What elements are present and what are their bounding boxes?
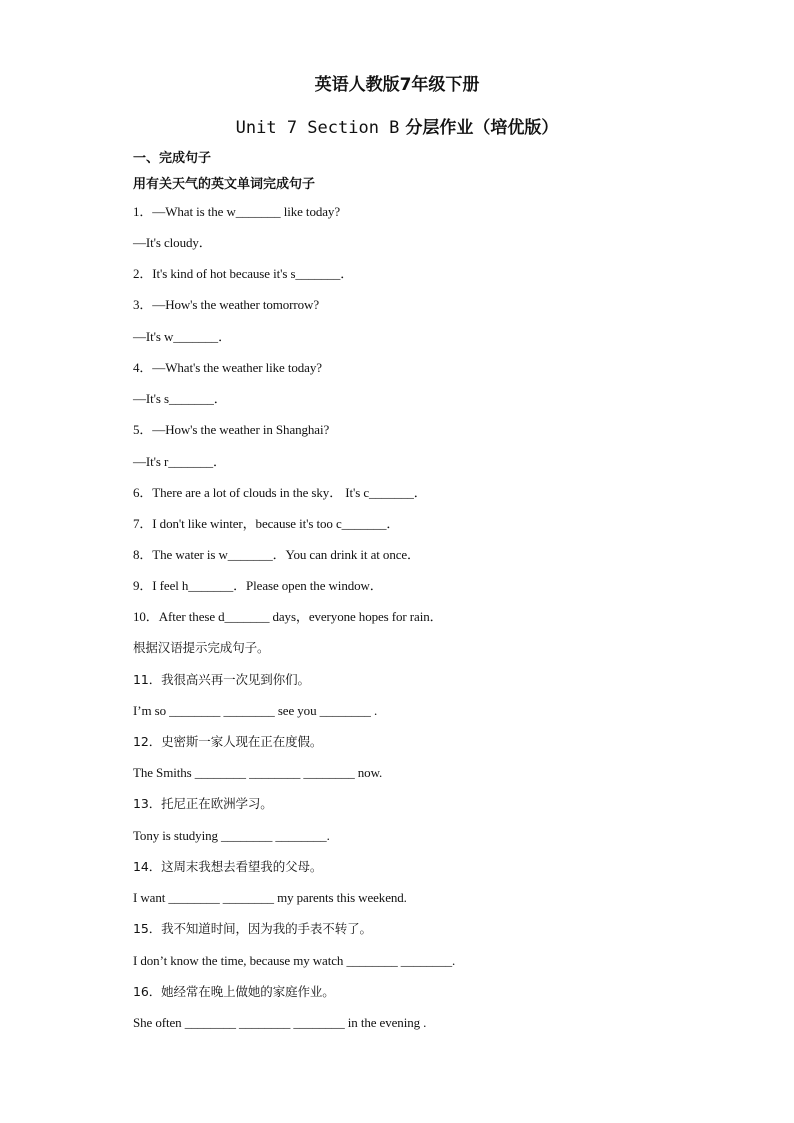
exercise-line: 6．There are a lot of clouds in the sky． It's c_______． (133, 485, 427, 500)
exercise-line: 1．—What is the w_______ like today? (133, 204, 340, 219)
exercise-line: I’m so ________ ________ see you ________ . (133, 703, 378, 718)
exercise-line: —It's s_______． (133, 391, 227, 406)
document-subtitle (0, 113, 794, 138)
exercise-line: 9．I feel h_______．Please open the window． (133, 578, 383, 593)
subtitle-level: 分层作业（培优版） (399, 118, 559, 138)
exercise-line: —It's w_______． (133, 329, 231, 344)
exercise-line: I don’t know the time, because my watch ________ ________. (133, 953, 456, 968)
part1-instruction: 用有关天气的英文单词完成句子 (133, 177, 316, 192)
exercise-line: 4．—What's the weather like today? (133, 360, 322, 375)
exercise-prompt-cn: 14．这周末我想去看望我的父母。 (133, 859, 323, 874)
exercise-prompt-cn: 13．托尼正在欧洲学习。 (133, 796, 273, 811)
document-title: 英语人教版7年级下册 (314, 75, 480, 95)
exercise-line: —It's cloudy． (133, 235, 212, 250)
exercise-line: 7．I don't like winter，because it's too c_______． (133, 516, 400, 531)
exercise-line: I want ________ ________ my parents this weekend. (133, 890, 407, 905)
subtitle-unit: Unit 7 Section B (235, 118, 400, 138)
exercise-line: 8．The water is w_______．You can drink it at once． (133, 547, 420, 562)
exercise-prompt-cn: 15．我不知道时间，因为我的手表不转了。 (133, 921, 372, 936)
exercise-prompt-cn: 11．我很高兴再一次见到你们。 (133, 672, 310, 687)
exercise-line: —It's r_______． (133, 454, 226, 469)
exercise-line: 5．—How's the weather in Shanghai? (133, 422, 330, 437)
part2-instruction: 根据汉语提示完成句子。 (133, 640, 270, 655)
exercise-line: She often ________ ________ ________ in the evening . (133, 1015, 427, 1030)
exercise-prompt-cn: 16．她经常在晚上做她的家庭作业。 (133, 984, 335, 999)
exercise-line: 2．It's kind of hot because it's s_______． (133, 266, 354, 281)
section-heading: 一、完成句子 (133, 151, 212, 166)
exercise-line: 3．—How's the weather tomorrow? (133, 297, 319, 312)
exercise-line: The Smiths ________ ________ ________ now. (133, 765, 383, 780)
exercise-prompt-cn: 12．史密斯一家人现在正在度假。 (133, 734, 323, 749)
exercise-line: 10．After these d_______ days，everyone hopes for rain． (133, 609, 443, 624)
exercise-line: Tony is studying ________ ________. (133, 828, 330, 843)
